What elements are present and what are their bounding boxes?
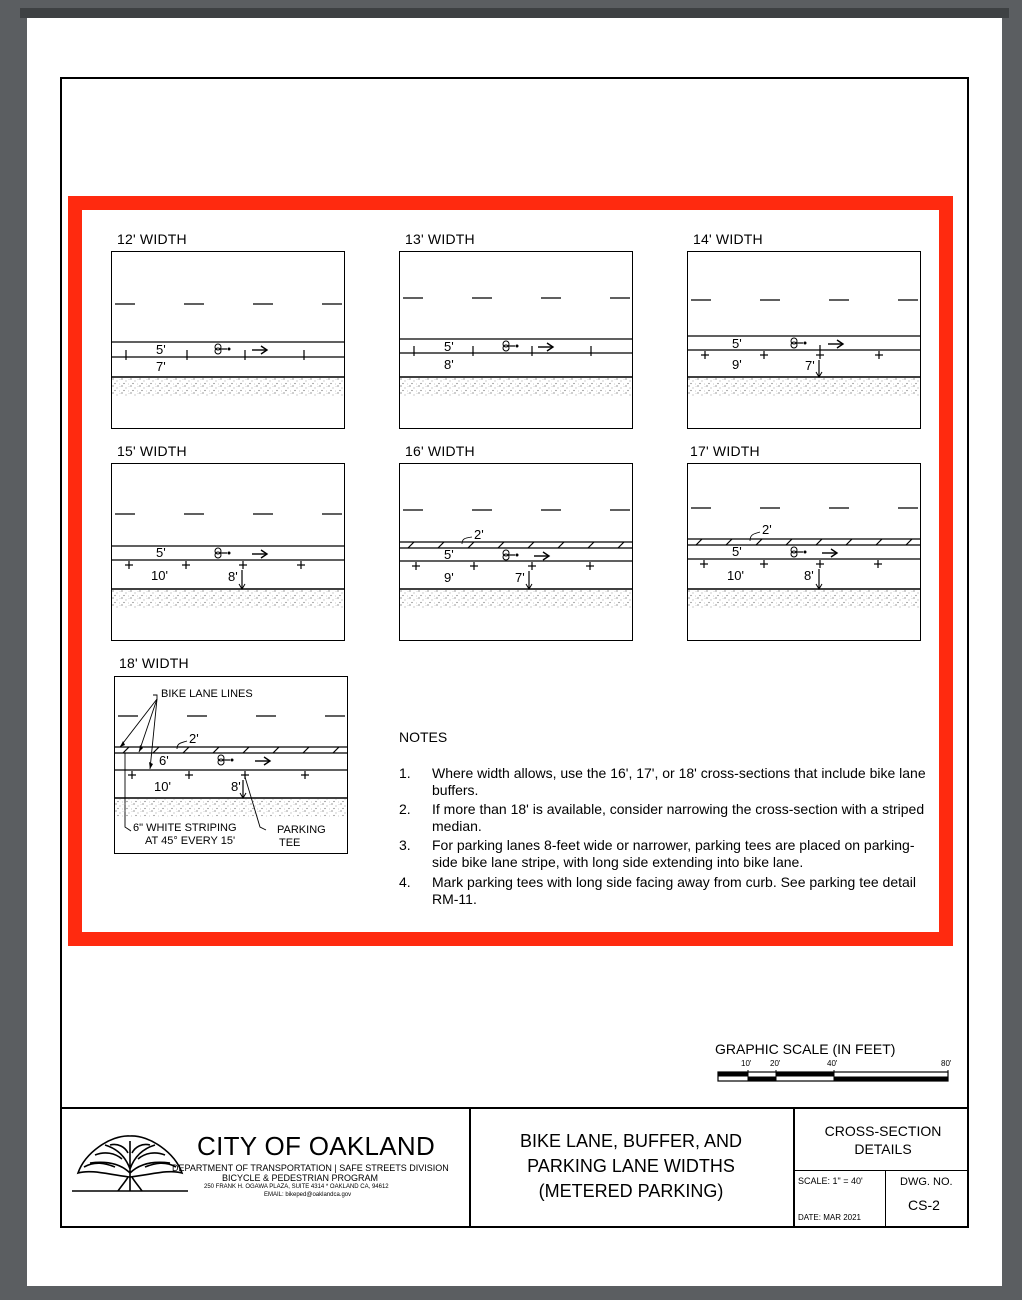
- drawing-date: DATE: MAR 2021: [798, 1213, 861, 1222]
- note-number: 3.: [399, 837, 411, 853]
- sheet-shadow: [20, 8, 1009, 18]
- tee-offset: 8': [231, 779, 241, 794]
- bike-lane-width: 5': [156, 342, 166, 357]
- title-block-divider: [885, 1170, 886, 1228]
- graphic-scale-bar: [716, 1058, 952, 1086]
- bike-lane-width: 5': [156, 545, 166, 560]
- panel-title-13: 13' WIDTH: [405, 231, 475, 247]
- dwg-no: CS-2: [908, 1197, 940, 1213]
- cross-section-15: [111, 463, 345, 641]
- parking-tee-callout-2: TEE: [279, 837, 301, 849]
- tee-offset: 7': [515, 570, 525, 585]
- cross-section-14: [687, 251, 921, 429]
- bike-lane-width: 5': [444, 547, 454, 562]
- bike-lane-width: 5': [732, 544, 742, 559]
- striping-callout: 6" WHITE STRIPING: [133, 822, 237, 834]
- bike-lane-width: 5': [444, 339, 454, 354]
- cross-section-16: [399, 463, 633, 641]
- title-block-divider: [795, 1170, 969, 1171]
- note-text: If more than 18' is available, consider narrowing the cross-section with a striped median.: [432, 801, 925, 834]
- notes-heading: NOTES: [399, 729, 448, 745]
- drawing-title-line: BIKE LANE, BUFFER, AND: [519, 1131, 743, 1151]
- note-text: Where width allows, use the 16', 17', or 18' cross-sections that include bike lane buffers.: [432, 765, 926, 798]
- drawing-scale: SCALE: 1" = 40': [798, 1176, 863, 1186]
- sheet-category-line: CROSS-SECTION: [824, 1123, 942, 1139]
- bike-lane-width: 6': [159, 753, 169, 768]
- cross-section-17: [687, 463, 921, 641]
- scale-tick-label: 40': [827, 1059, 838, 1068]
- tee-offset: 8': [804, 568, 814, 583]
- email: EMAIL: bikeped@oaklandca.gov: [264, 1192, 352, 1198]
- parking-width: 10': [727, 568, 744, 583]
- parking-width: 8': [444, 357, 454, 372]
- tee-offset: 7': [805, 358, 815, 373]
- department-name: DEPARTMENT OF TRANSPORTATION | SAFE STREETS DIVISION: [172, 1163, 449, 1173]
- parking-width: 9': [732, 357, 742, 372]
- bike-lane-width: 5': [732, 336, 742, 351]
- scale-tick-label: 10': [741, 1059, 752, 1068]
- sheet-category-line: DETAILS: [854, 1141, 912, 1157]
- scale-tick-label: 20': [770, 1059, 781, 1068]
- note-number: 4.: [399, 874, 411, 890]
- cross-section-13: [399, 251, 633, 429]
- graphic-scale-label: GRAPHIC SCALE (IN FEET): [715, 1041, 896, 1057]
- parking-width: 9': [444, 570, 454, 585]
- parking-width: 10': [151, 568, 168, 583]
- dwg-no-label: DWG. NO.: [900, 1176, 953, 1188]
- cross-section-18: [114, 676, 348, 854]
- buffer-width: 2': [762, 522, 772, 537]
- city-name: CITY OF OAKLAND: [197, 1131, 436, 1161]
- parking-tee-callout: PARKING: [277, 824, 326, 836]
- cross-section-12: [111, 251, 345, 429]
- note-text: Mark parking tees with long side facing away from curb. See parking tee detail RM-11.: [432, 874, 917, 907]
- program-name: BICYCLE & PEDESTRIAN PROGRAM: [222, 1173, 379, 1183]
- panel-title-15: 15' WIDTH: [117, 443, 187, 459]
- drawing-title-line: PARKING LANE WIDTHS: [527, 1156, 735, 1176]
- note-number: 2.: [399, 801, 411, 817]
- drawing-title-line: (METERED PARKING): [538, 1181, 724, 1201]
- buffer-width: 2': [189, 731, 199, 746]
- note-text: For parking lanes 8-feet wide or narrower, parking tees are placed on parking-side bike lane stripe, with long side extending into bike lane.: [432, 837, 915, 870]
- tee-offset: 8': [228, 569, 238, 584]
- parking-width: 7': [156, 359, 166, 374]
- note-number: 1.: [399, 765, 411, 781]
- title-block-divider: [793, 1107, 795, 1228]
- panel-title-14: 14' WIDTH: [693, 231, 763, 247]
- scale-tick-label: 80': [941, 1059, 952, 1068]
- buffer-width: 2': [474, 527, 484, 542]
- address: 250 FRANK H. OGAWA PLAZA, SUITE 4314 * OAKLAND CA, 94612: [204, 1184, 389, 1190]
- bike-lane-lines-callout: BIKE LANE LINES: [161, 688, 253, 700]
- striping-callout-2: AT 45° EVERY 15': [145, 835, 236, 847]
- panel-title-18: 18' WIDTH: [119, 655, 189, 671]
- drawing-title: [470, 1129, 792, 1204]
- parking-width: 10': [154, 779, 171, 794]
- panel-title-17: 17' WIDTH: [690, 443, 760, 459]
- panel-title-12: 12' WIDTH: [117, 231, 187, 247]
- sheet-category: [796, 1122, 970, 1158]
- panel-title-16: 16' WIDTH: [405, 443, 475, 459]
